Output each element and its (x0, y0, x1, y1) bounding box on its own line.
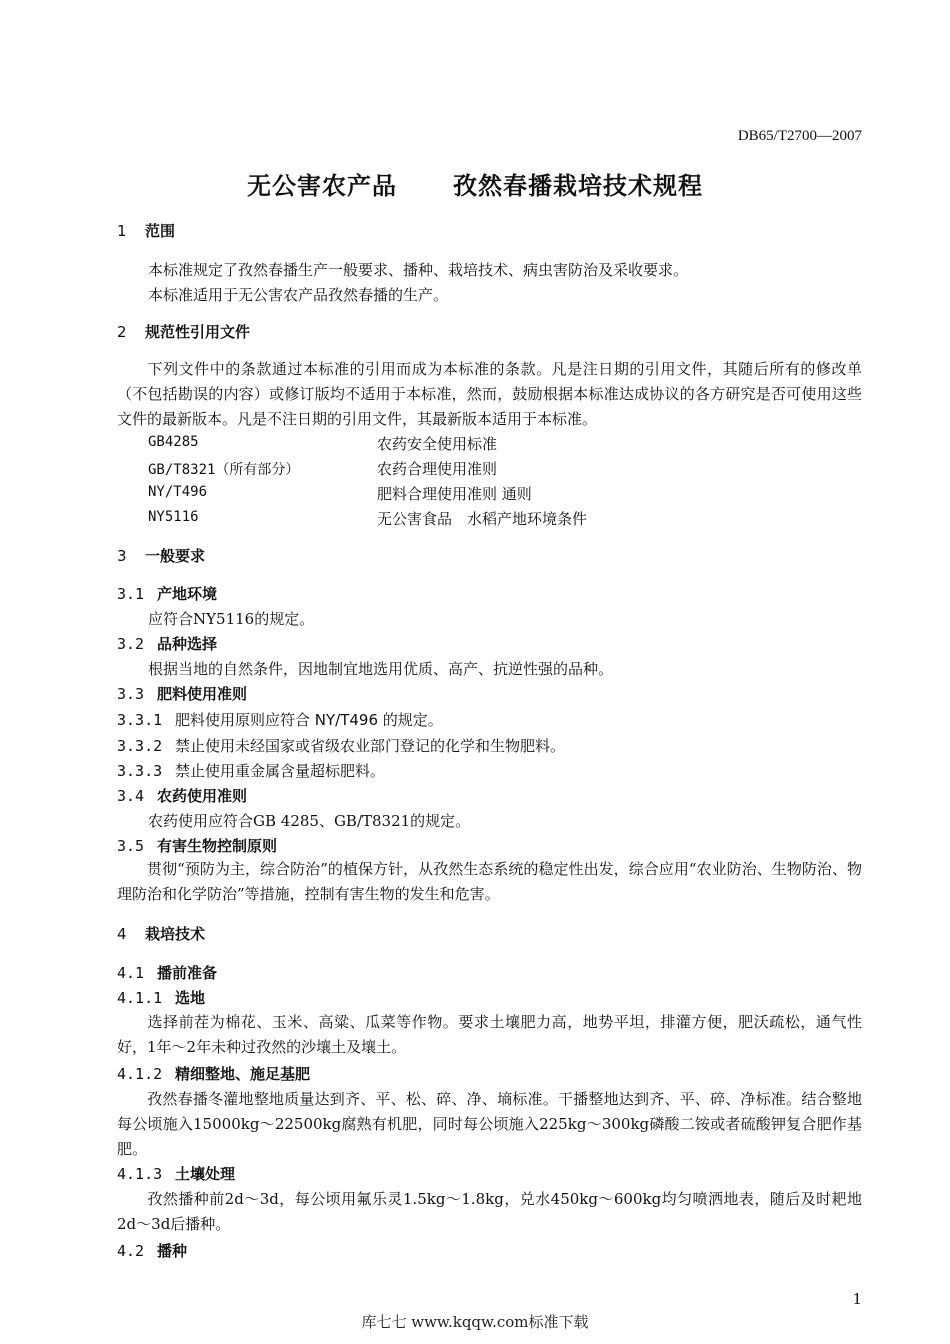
section-3-5-heading: 3.5 有害生物控制原则 (117, 837, 278, 855)
section-4-heading: 4 栽培技术 (117, 925, 206, 943)
ref-code: GB/T8321（所有部分） (148, 462, 300, 478)
ref-code: NY5116 (148, 509, 199, 525)
section-1-heading: 1 范围 (117, 222, 176, 240)
section-3-2-heading: 3.2 品种选择 (117, 635, 218, 653)
section-3-4-heading: 3.4 农药使用准则 (117, 787, 248, 805)
ref-title: 无公害食品 水稻产地环境条件 (377, 510, 588, 528)
ref-title: 肥料合理使用准则 通则 (377, 485, 532, 503)
section-3-1-heading: 3.1 产地环境 (117, 585, 218, 603)
section-3-3-2: 3.3.2 禁止使用未经国家或省级农业部门登记的化学和生物肥料。 (117, 737, 566, 755)
section-3-1-text: 应符合NY5116的规定。 (148, 610, 315, 628)
ref-title: 农药合理使用准则 (377, 460, 498, 478)
section-3-3-heading: 3.3 肥料使用准则 (117, 685, 248, 703)
section-4-1-3-heading: 4.1.3 土壤处理 (117, 1165, 236, 1183)
footer-watermark: 库七七 www.kqqw.com标准下载 (361, 1313, 589, 1331)
section-2-paragraph: 下列文件中的条款通过本标准的引用而成为本标准的条款。凡是注日期的引用文件，其随后所有的修改单（不包括勘误的内容）或修订版均不适用于本标准，然而，鼓励根据本标准达成协议的各方研究是否可使用这些文件的最新版本。凡是不注日期的引用文件，其最新版本适用于本标准。 (117, 360, 862, 428)
page-number: 1 (852, 1290, 862, 1308)
section-3-3-3: 3.3.3 禁止使用重金属含量超标肥料。 (117, 762, 386, 780)
section-4-1-3-text: 孜然播种前2d～3d，每公顷用氟乐灵1.5kg～1.8kg，兑水450kg～600kg均匀喷洒地表，随后及时耙地2d～3d后播种。 (117, 1190, 862, 1233)
ref-code: GB4285 (148, 434, 199, 450)
section-4-2-heading: 4.2 播种 (117, 1242, 188, 1260)
section-3-2-text: 根据当地的自然条件，因地制宜地选用优质、高产、抗逆性强的品种。 (148, 660, 614, 678)
title-part-2: 孜然春播栽培技术规程 (453, 172, 703, 200)
standard-code: DB65/T2700—2007 (737, 128, 862, 144)
title-part-1: 无公害农产品 (247, 172, 397, 200)
section-1-paragraph-1: 本标准规定了孜然春播生产一般要求、播种、栽培技术、病虫害防治及采收要求。 (148, 261, 689, 279)
section-4-1-1-heading: 4.1.1 选地 (117, 989, 206, 1007)
ref-title: 农药安全使用标准 (377, 435, 498, 453)
section-2-heading: 2 规范性引用文件 (117, 323, 251, 341)
document-title (0, 166, 950, 201)
section-4-1-heading: 4.1 播前准备 (117, 964, 218, 982)
section-3-3-1: 3.3.1 肥料使用原则应符合 NY/T496 的规定。 (117, 711, 443, 729)
section-4-1-1-text: 选择前茬为棉花、玉米、高粱、瓜菜等作物。要求土壤肥力高，地势平坦，排灌方便，肥沃疏松，通气性好，1年～2年未种过孜然的沙壤土及壤土。 (117, 1013, 862, 1056)
section-4-1-2-heading: 4.1.2 精细整地、施足基肥 (117, 1065, 311, 1083)
ref-code: NY/T496 (148, 484, 208, 500)
section-3-heading: 3 一般要求 (117, 547, 206, 565)
section-1-paragraph-2: 本标准适用于无公害农产品孜然春播的生产。 (148, 286, 449, 304)
section-4-1-2-text: 孜然春播冬灌地整地质量达到齐、平、松、碎、净、墒标准。干播整地达到齐、平、碎、净标准。结合整地每公顷施入15000kg～22500kg腐熟有机肥，同时每公顷施入225kg～300kg磷酸二铵或者硫酸钾复合肥作基肥。 (117, 1090, 862, 1158)
section-3-5-text: 贯彻“预防为主，综合防治”的植保方针，从孜然生态系统的稳定性出发，综合应用“农业防治、生物防治、物理防治和化学防治”等措施，控制有害生物的发生和危害。 (117, 860, 862, 903)
section-3-4-text: 农药使用应符合GB 4285、GB/T8321的规定。 (148, 812, 471, 830)
